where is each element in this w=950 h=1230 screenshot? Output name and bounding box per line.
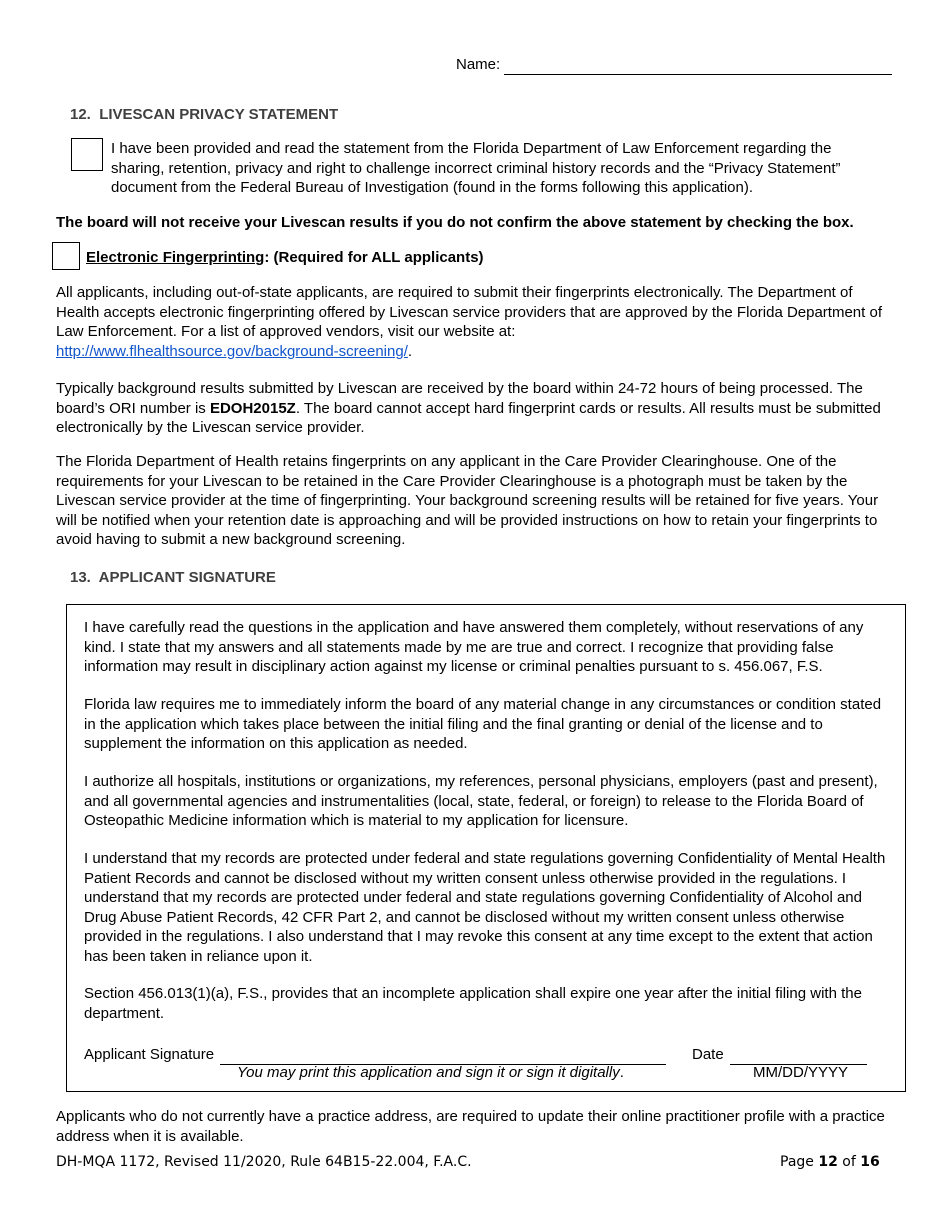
background-screening-link[interactable]: http://www.flhealthsource.gov/background-screening/ — [56, 342, 408, 360]
page-number — [780, 1153, 880, 1173]
fingerprint-paragraph-1 — [56, 283, 898, 361]
fingerprint-paragraph-3: The Florida Department of Health retains fingerprints on any applicant in the Care Provider Clearinghouse. One of the requirements for your Livescan to be retained in the Care Provider Clearinghouse is a photograph must be taken by the Livescan service provider at the time of fingerprinting. Your background screening results will be retained for five years. Your will be notified when your retention date is approaching and will be provided instructions on how to retain your fingerprints to avoid having to submit a new background screening. — [56, 453, 879, 548]
attestation-paragraph-5: Section 456.013(1)(a), F.S., provides that an incomplete application shall expire one year after the initial filing with the department. — [84, 985, 862, 1022]
section-13-number: 13. — [70, 569, 91, 586]
attestation-paragraph-4: I understand that my records are protected under federal and state regulations governing Confidentiality of Mental Health Patient Records and cannot be disclosed without my written consent unless otherwise provided in the regulations. I understand that my records are protected under federal and state regulations governing Confidentiality of Alcohol and Drug Abuse Patient Records, 42 CFR Part 2, and cannot be disclosed without my written consent unless otherwise provided in the regulations. I also understand that I may revoke this consent at any time except to the extent that action has been taken in reliance upon it. — [84, 850, 886, 965]
page-word: Page — [780, 1154, 814, 1170]
privacy-statement-text: I have been provided and read the statement from the Florida Department of Law Enforcement regarding the sharing, retention, privacy and right to challenge incorrect criminal history records and the “Privacy Statement” document from the Federal Bureau of Investigation (found in the forms following this application). — [111, 140, 841, 196]
section-13-title: APPLICANT SIGNATURE — [98, 569, 276, 586]
signature-box — [66, 604, 906, 1092]
section-12-heading — [70, 105, 338, 125]
page-current: 12 — [818, 1154, 838, 1170]
page-of: of — [842, 1154, 856, 1170]
section-13-heading — [70, 568, 276, 588]
section-12-number: 12. — [70, 106, 91, 123]
attestation-paragraph-2: Florida law requires me to immediately inform the board of any material change in any circumstances or condition stated in the application which takes place between the initial filing and the final granting or denial of the license and to supplement the information on this application as needed. — [84, 696, 882, 752]
electronic-fingerprinting-heading — [86, 248, 484, 268]
signature-note — [237, 1063, 624, 1083]
fingerprint-paragraph-1-text: All applicants, including out-of-state applicants, are required to submit their fingerprints electronically. The Department of Health accepts electronic fingerprinting offered by Livescan service providers that are approved by the Florida Department of Law Enforcement. For a list of approved vendors, visit our website at: — [56, 284, 882, 340]
name-field[interactable] — [456, 55, 896, 75]
form-identifier: DH-MQA 1172, Revised 11/2020, Rule 64B15-22.004, F.A.C. — [56, 1154, 472, 1170]
closing-note: Applicants who do not currently have a practice address, are required to update their online practitioner profile with a practice address when it is available. — [56, 1108, 885, 1145]
applicant-signature-label: Applicant Signature — [84, 1046, 215, 1063]
attestation-paragraph-1: I have carefully read the questions in the application and have answered them completely, without reservations of any kind. I state that my answers and all statements made by me are true and correct. I recognize that providing false information may result in disciplinary action against my license or criminal penalties pursuant to s. 456.067, F.S. — [84, 619, 864, 675]
name-label: Name: — [456, 56, 501, 73]
attestation-paragraph-3: I authorize all hospitals, institutions or organizations, my references, personal physicians, employers (past and present), and all governmental agencies and instrumentalities (local, state, federal, or foreign) to release to the Florida Board of Osteopathic Medicine information which is material to my application for licensure. — [84, 773, 878, 829]
signature-note-period: . — [619, 1064, 624, 1081]
ori-number: EDOH2015Z — [209, 399, 296, 417]
paragraph-2-text-a: Typically background results submitted by Livescan are received by the board within 24-72 hours of being processed. The board’s ORI number is — [56, 380, 863, 417]
signature-note-text: You may print this application and sign it or sign it digitally — [237, 1064, 620, 1081]
page-total: 16 — [860, 1154, 880, 1170]
paragraph-2-text-b: . The board cannot accept hard fingerprint cards or results. All results must be submitted electronically by the Livescan service provider. — [56, 399, 881, 436]
fingerprint-paragraph-2 — [56, 379, 898, 438]
date-label: Date — [692, 1046, 724, 1063]
name-input-line[interactable] — [504, 58, 892, 75]
electronic-fingerprinting-checkbox[interactable] — [52, 242, 80, 270]
section-12-title: LIVESCAN PRIVACY STATEMENT — [99, 106, 339, 123]
signature-row — [84, 1045, 666, 1065]
livescan-warning: The board will not receive your Livescan results if you do not confirm the above statement by checking the box. — [56, 214, 854, 231]
privacy-statement-checkbox[interactable] — [71, 138, 103, 171]
date-row — [692, 1045, 867, 1065]
date-format: MM/DD/YYYY — [753, 1064, 849, 1081]
fingerprinting-required: : (Required for ALL applicants) — [264, 249, 484, 266]
fingerprinting-title: Electronic Fingerprinting — [86, 249, 265, 266]
link-period: . — [407, 342, 413, 360]
